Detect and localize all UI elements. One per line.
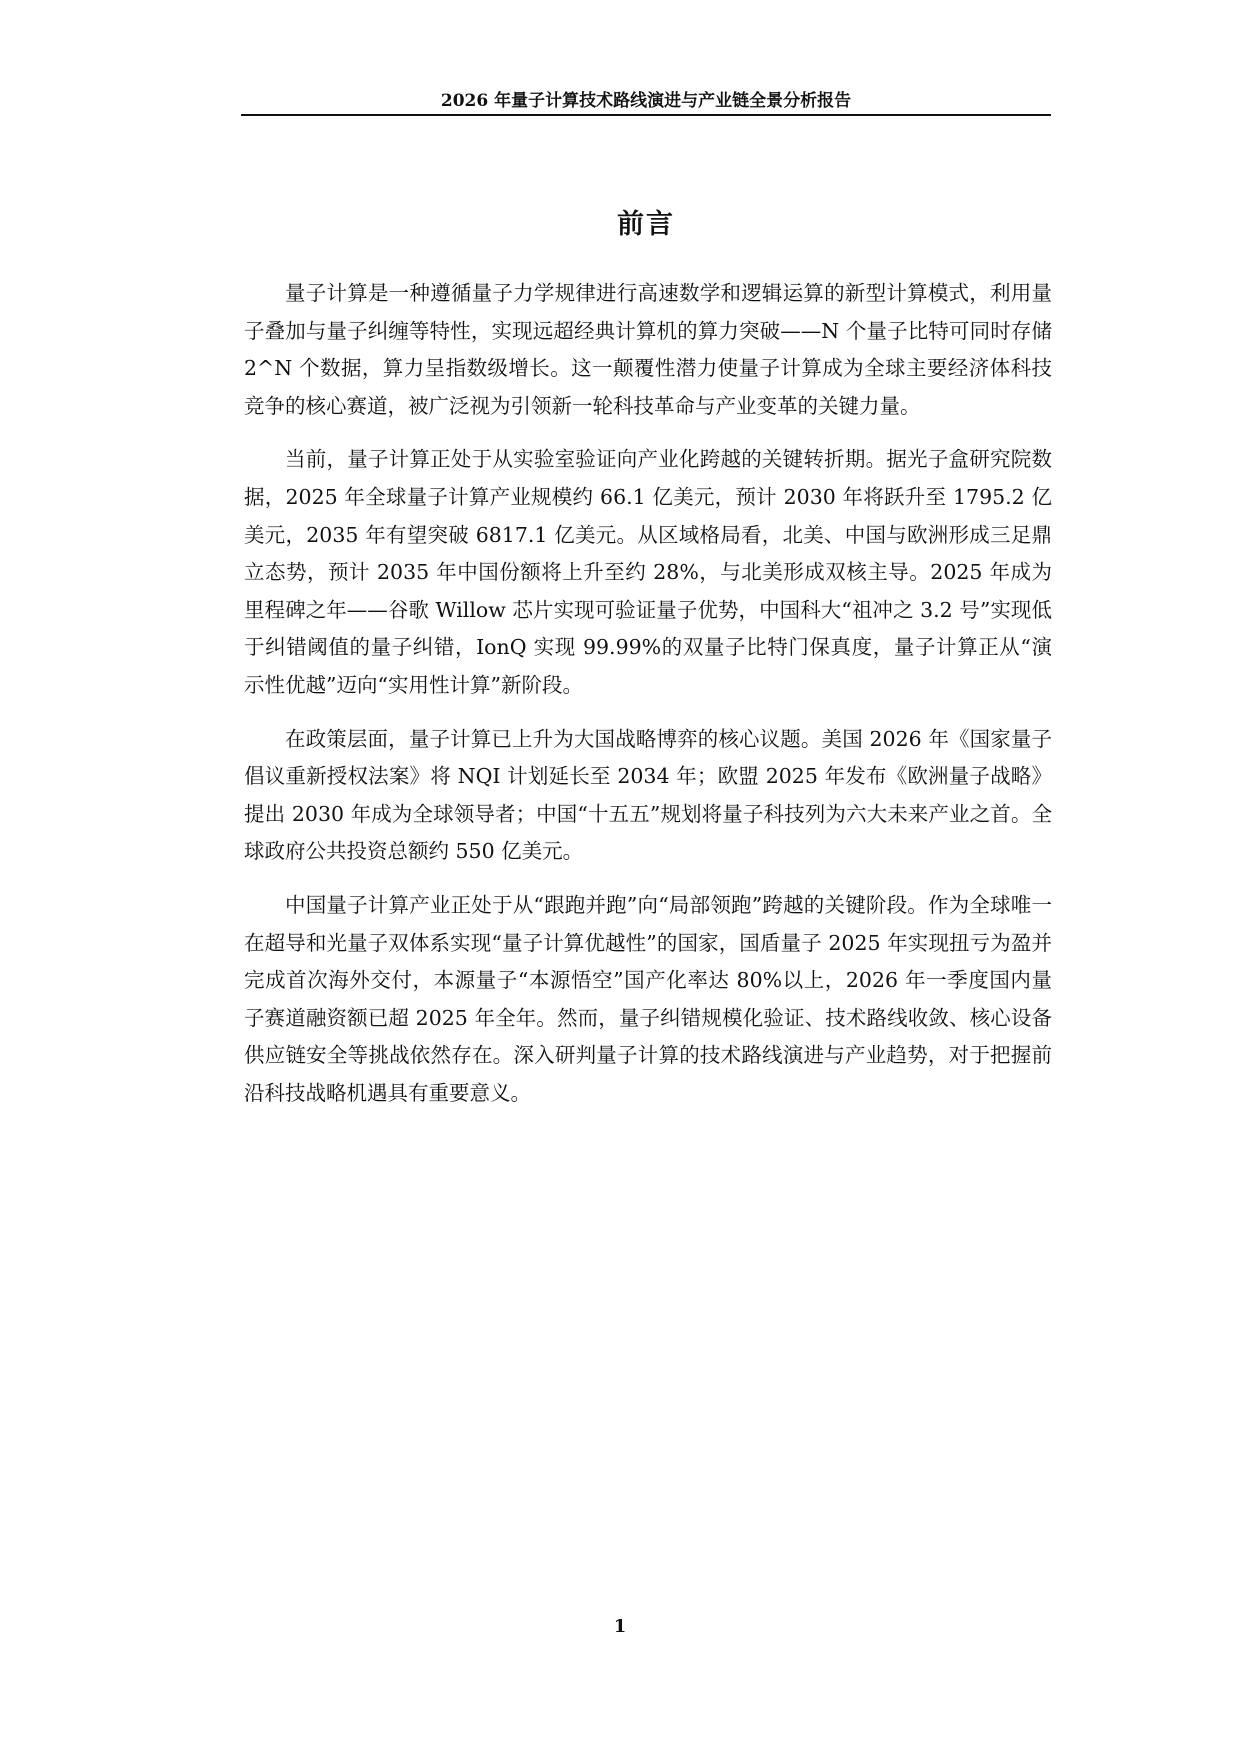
- body-text: [244, 275, 1052, 1128]
- paragraph: 当前，量子计算正处于从实验室验证向产业化跨越的关键转折期。据光子盒研究院数据，2025 年全球量子计算产业规模约 66.1 亿美元，预计 2030 年将跃升至 1795.2 亿美元，2035 年有望突破 6817.1 亿美元。从区域格局看，北美、中国与欧洲形成三足鼎立态势，预计 2035 年中国份额将上升至约 28%，与北美形成双核主导。2025 年成为里程碑之年——谷歌 Willow 芯片实现可验证量子优势，中国科大“祖冲之 3.2 号”实现低于纠错阈值的量子纠错，IonQ 实现 99.99%的双量子比特门保真度，量子计算正从“演示性优越”迈向“实用性计算”新阶段。: [244, 447, 1052, 697]
- running-header: 2026 年量子计算技术路线演进与产业链全景分析报告: [440, 91, 852, 111]
- section-title: 前言: [617, 209, 675, 240]
- paragraph: 在政策层面，量子计算已上升为大国战略博弈的核心议题。美国 2026 年《国家量子倡议重新授权法案》将 NQI 计划延长至 2034 年；欧盟 2025 年发布《欧洲量子战略》提出 2030 年成为全球领导者；中国“十五五”规划将量子科技列为六大未来产业之首。全球政府公共投资总额约 550 亿美元。: [244, 726, 1052, 864]
- page-number: 1: [613, 1616, 627, 1637]
- paragraph: 量子计算是一种遵循量子力学规律进行高速数学和逻辑运算的新型计算模式，利用量子叠加与量子纠缠等特性，实现远超经典计算机的算力突破——N 个量子比特可同时存储 2^N 个数据，算力呈指数级增长。这一颠覆性潜力使量子计算成为全球主要经济体科技竞争的核心赛道，被广泛视为引领新一轮科技革命与产业变革的关键力量。: [244, 281, 1052, 418]
- header-divider: [241, 114, 1051, 116]
- paragraph: 中国量子计算产业正处于从“跟跑并跑”向“局部领跑”跨越的关键阶段。作为全球唯一在超导和光量子双体系实现“量子计算优越性”的国家，国盾量子 2025 年实现扭亏为盈并完成首次海外交付，本源量子“本源悟空”国产化率达 80%以上，2026 年一季度国内量子赛道融资额已超 2025 年全年。然而，量子纠错规模化验证、技术路线收敛、核心设备供应链安全等挑战依然存在。深入研判量子计算的技术路线演进与产业趋势，对于把握前沿科技战略机遇具有重要意义。: [244, 892, 1052, 1105]
